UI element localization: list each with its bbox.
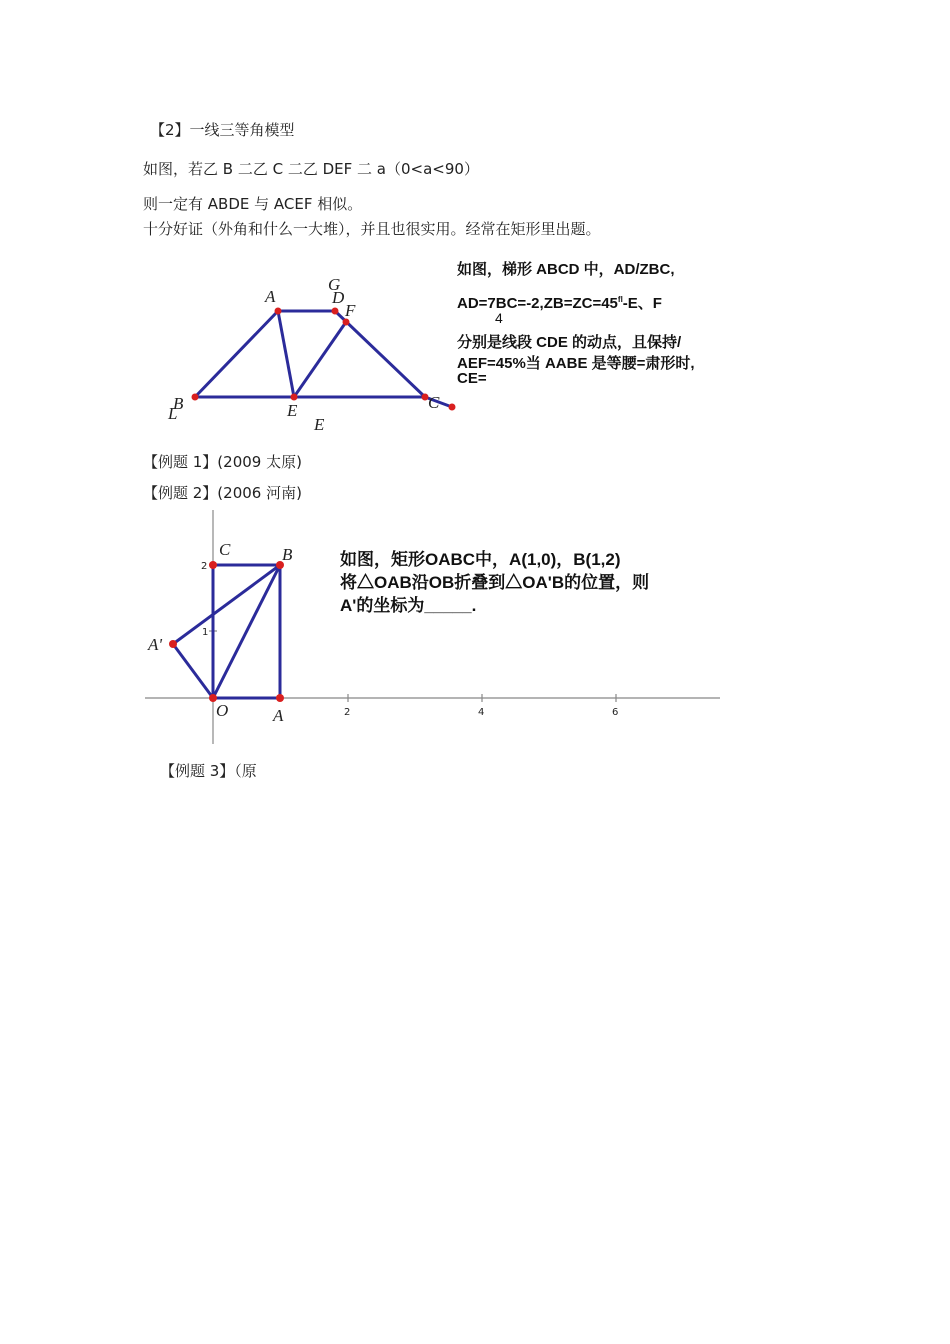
label-a-prime: A' [148, 635, 163, 654]
example-3: 【例题 3】（原 [160, 762, 257, 780]
label-mark: L [168, 404, 178, 423]
example-2: 【例题 2】(2006 河南) [143, 484, 302, 502]
text-line-3: 十分好证（外角和什么一大堆），并且也很实用。经常在矩形里出题。 [143, 220, 601, 238]
tick-x-4: 4 [478, 707, 485, 718]
label-d: D [332, 288, 345, 307]
problem-1-line-2 [457, 292, 662, 313]
problem-1-line-2-sup: fl [617, 295, 623, 304]
rectangle-fold-figure [140, 508, 740, 748]
point-e [291, 394, 298, 401]
rectangle-points [169, 561, 284, 702]
problem-1-line-2-main: AD=7BC=-2,ZB=ZC=45 [457, 295, 618, 312]
example-1: 【例题 1】(2009 太原) [143, 453, 302, 471]
point-c-tail [449, 404, 456, 411]
point-a-prime [169, 640, 177, 648]
problem-2-line-3: A'的坐标为_____. [340, 596, 477, 615]
problem-2-line-2: 将△OAB沿OB折叠到△OA'B的位置，则 [340, 573, 650, 592]
rectangle-lines [173, 565, 280, 698]
label-o: O [216, 701, 229, 720]
point-c [209, 561, 217, 569]
tick-x-6: 6 [612, 707, 619, 718]
label-g: G [328, 275, 341, 294]
problem-1-text [457, 256, 737, 387]
problem-1-line-3: 4 [495, 310, 503, 326]
label-c: C [219, 540, 231, 559]
label-b: B [173, 394, 184, 413]
point-a [275, 308, 282, 315]
text-line-2: 则一定有 ABDE 与 ACEF 相似。 [143, 195, 363, 213]
trapezoid-figure [160, 270, 480, 450]
tick-y-1: 1 [202, 627, 209, 638]
point-a [276, 694, 284, 702]
label-b: B [282, 545, 293, 564]
label-e: E [287, 401, 298, 420]
label-c: C [428, 393, 440, 412]
problem-2-line-1: 如图，矩形OABC中，A(1,0)，B(1,2) [340, 550, 621, 569]
label-e-lower: E [314, 415, 325, 434]
example-3-clip [160, 758, 360, 780]
problem-1-line-2-tail: -E、F [622, 295, 662, 312]
label-f: F [345, 301, 356, 320]
problem-1-line-1: 如图，梯形 ABCD 中，AD/ZBC, [457, 261, 675, 278]
problem-1-line-4: 分别是线段 CDE 的动点，且保持/ [457, 334, 682, 351]
point-b [192, 394, 199, 401]
problem-1-line-6: CE= [457, 370, 487, 387]
label-a: A [273, 706, 284, 725]
tick-x-2: 2 [344, 707, 351, 718]
tick-y-2: 2 [201, 561, 208, 572]
point-d [332, 308, 339, 315]
problem-1-line-5: AEF=45%当 AABE 是等腰=肃形时, [457, 355, 695, 372]
trapezoid-lines [195, 311, 452, 407]
label-a: A [265, 287, 276, 306]
text-line-1: 如图，若乙 B 二乙 C 二乙 DEF 二 a（0<a<90） [143, 160, 479, 178]
section-heading: 【2】一线三等角模型 [150, 121, 295, 139]
